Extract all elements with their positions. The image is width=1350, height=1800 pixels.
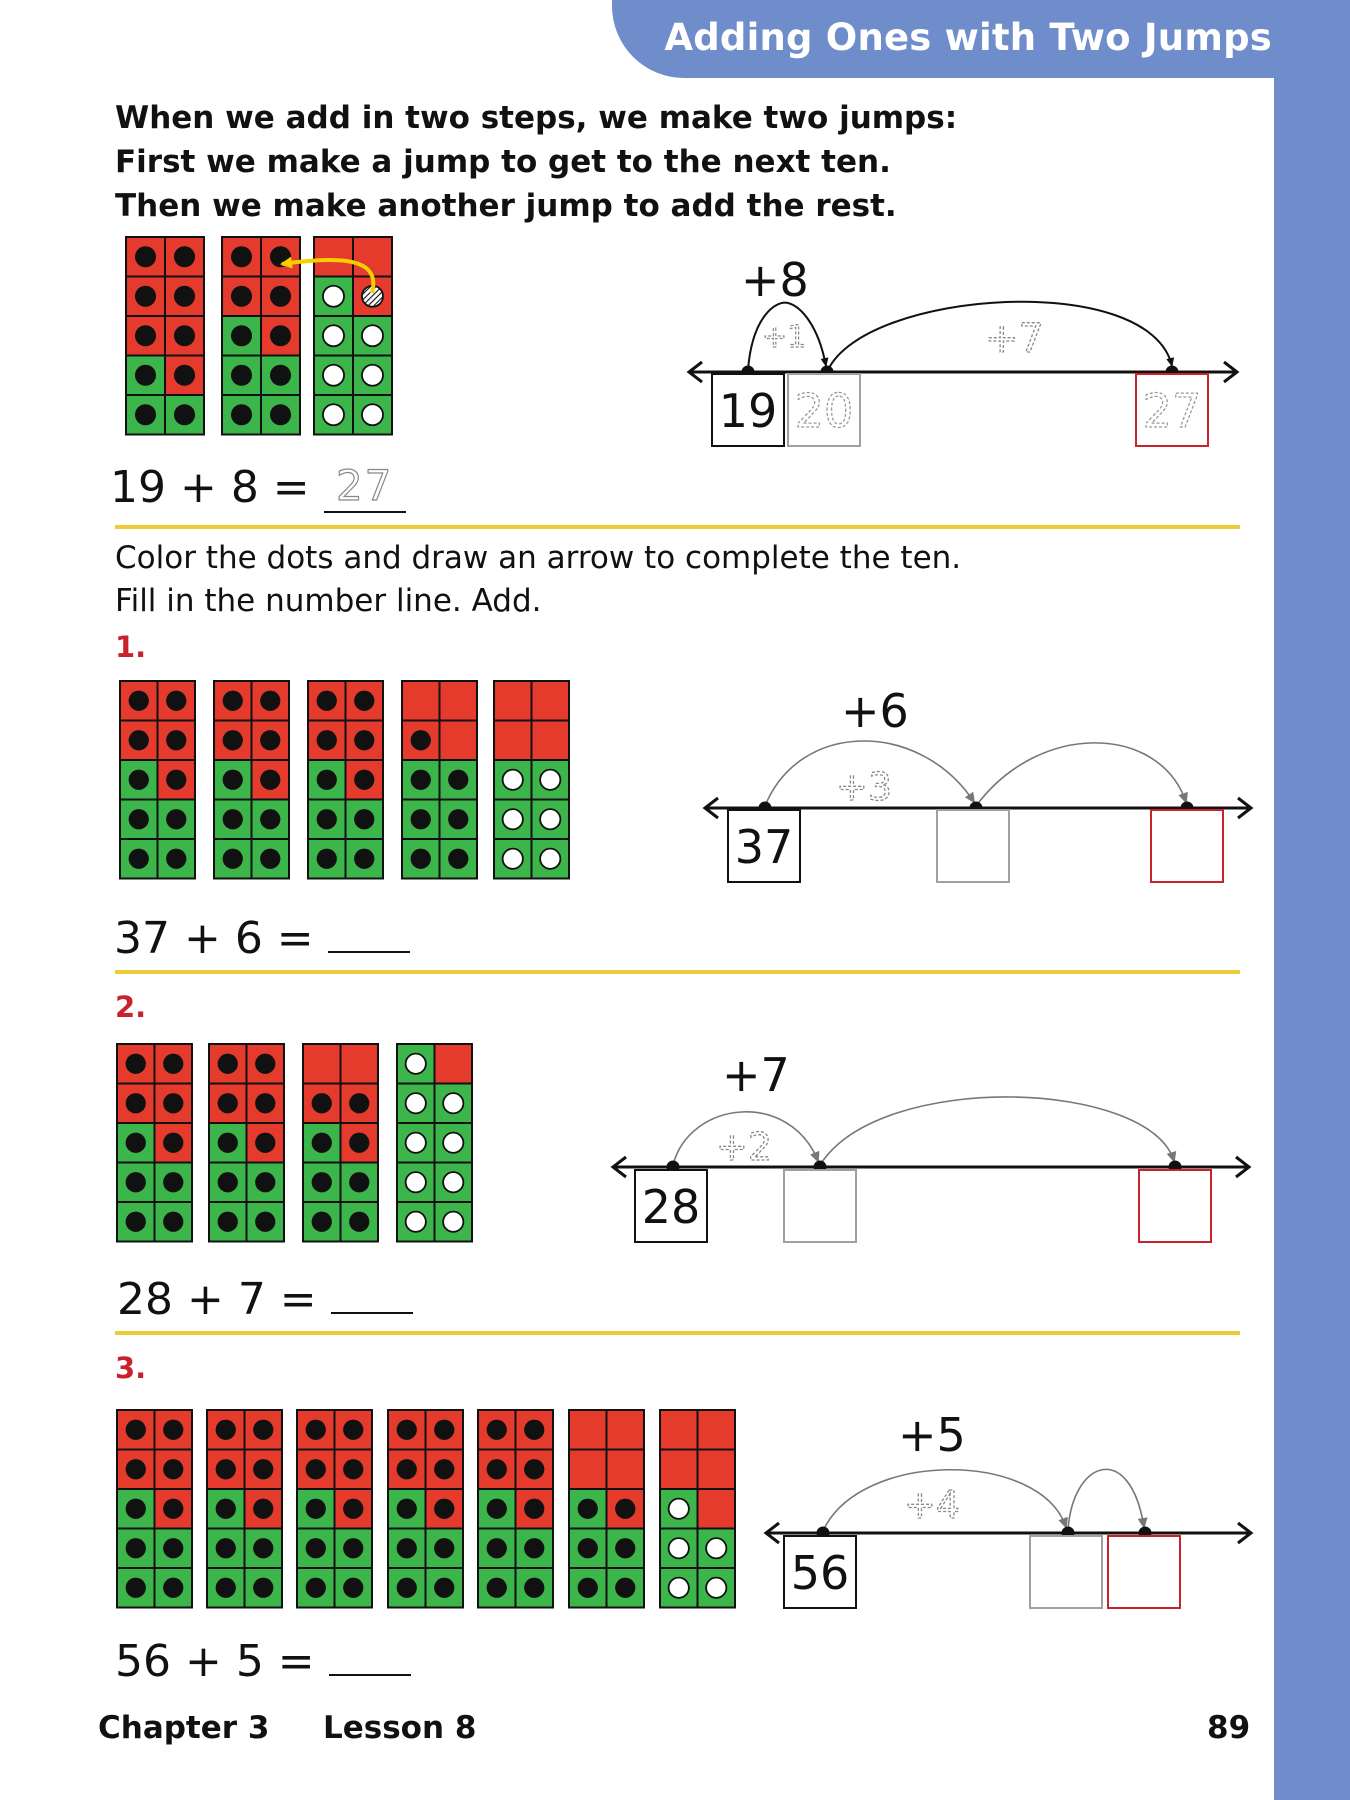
ten-frame — [494, 681, 569, 879]
counter-dot — [255, 1133, 275, 1153]
counter-dot — [255, 1212, 275, 1232]
counter-dot — [129, 849, 149, 869]
empty-counter-dot[interactable] — [503, 809, 523, 829]
empty-counter-dot[interactable] — [443, 1093, 463, 1113]
counter-dot — [223, 770, 243, 790]
counter-dot — [218, 1172, 238, 1192]
ten-frame — [660, 1410, 735, 1608]
counter-dot — [306, 1499, 326, 1519]
page-title: Adding Ones with Two Jumps — [664, 16, 1272, 59]
jump-total-label: +5 — [898, 1408, 966, 1462]
ten-frame — [297, 1410, 372, 1608]
counter-dot — [312, 1133, 332, 1153]
counter-dot — [260, 730, 280, 750]
counter-dot — [223, 809, 243, 829]
equation-text: 19 + 8 = — [110, 462, 310, 513]
counter-dot — [126, 1459, 146, 1479]
counter-dot — [163, 1093, 183, 1113]
counter-dot — [174, 286, 195, 307]
counter-dot — [524, 1420, 544, 1440]
counter-dot — [231, 365, 252, 386]
ten-frame — [402, 681, 477, 879]
counter-dot — [487, 1420, 507, 1440]
counter-dot — [270, 325, 291, 346]
end-answer-box[interactable] — [1108, 1536, 1180, 1608]
counter-dot — [270, 365, 291, 386]
frame-cell — [303, 1044, 341, 1084]
empty-counter-dot[interactable] — [503, 849, 523, 869]
jump-label: +3 — [836, 765, 893, 809]
end-number: 27 — [1142, 384, 1202, 438]
counter-dot — [434, 1459, 454, 1479]
start-number: 19 — [718, 384, 778, 438]
counter-dot — [434, 1499, 454, 1519]
counter-dot — [524, 1538, 544, 1558]
equation-text: 56 + 5 = — [115, 1636, 315, 1687]
frame-cell — [698, 1489, 736, 1529]
counter-dot — [126, 1093, 146, 1113]
intro-line: First we make a jump to get to the next ten. — [115, 144, 891, 180]
footer-lesson: Lesson 8 — [323, 1710, 477, 1746]
counter-dot — [578, 1578, 598, 1598]
counter-dot — [411, 730, 431, 750]
middle-number: 20 — [794, 384, 854, 438]
counter-dot — [434, 1538, 454, 1558]
counter-dot — [312, 1212, 332, 1232]
frame-cell — [569, 1410, 607, 1450]
counter-dot — [255, 1093, 275, 1113]
counter-dot — [306, 1420, 326, 1440]
counter-dot — [448, 770, 468, 790]
ten-frame — [120, 681, 195, 879]
counter-dot — [487, 1459, 507, 1479]
traced-answer: 27 — [335, 461, 394, 510]
problem-2-number-line — [613, 1048, 1249, 1242]
counter-dot — [135, 404, 156, 425]
counter-dot — [166, 809, 186, 829]
frame-cell — [402, 681, 440, 721]
counter-dot — [163, 1459, 183, 1479]
example-number-line — [689, 253, 1237, 446]
counter-dot — [126, 1172, 146, 1192]
counter-dot — [317, 770, 337, 790]
counter-dot — [255, 1172, 275, 1192]
counter-dot — [223, 730, 243, 750]
counter-dot — [163, 1420, 183, 1440]
counter-dot — [270, 286, 291, 307]
empty-counter-dot[interactable] — [406, 1093, 426, 1113]
counter-dot — [126, 1133, 146, 1153]
counter-dot — [231, 246, 252, 267]
counter-dot — [218, 1212, 238, 1232]
jump-label: +4 — [904, 1483, 961, 1527]
counter-dot — [524, 1578, 544, 1598]
empty-counter-dot[interactable] — [406, 1133, 426, 1153]
start-number: 28 — [641, 1180, 701, 1234]
equation-text: 37 + 6 = — [114, 913, 314, 964]
empty-counter-dot[interactable] — [443, 1133, 463, 1153]
problem-number: 2. — [115, 990, 147, 1024]
jump-arc — [1068, 1469, 1144, 1531]
counter-dot — [354, 809, 374, 829]
footer-page-number: 89 — [1207, 1710, 1251, 1746]
counter-dot — [434, 1578, 454, 1598]
counter-dot — [163, 1172, 183, 1192]
empty-counter-dot[interactable] — [362, 404, 383, 425]
counter-dot — [397, 1499, 417, 1519]
empty-counter-dot[interactable] — [540, 849, 560, 869]
counter-dot — [216, 1459, 236, 1479]
counter-dot — [343, 1538, 363, 1558]
counter-dot — [349, 1133, 369, 1153]
counter-dot — [126, 1538, 146, 1558]
jump-label: +7 — [985, 316, 1044, 362]
counter-dot — [354, 770, 374, 790]
instruction-line: Fill in the number line. Add. — [115, 583, 542, 619]
ten-frame — [308, 681, 383, 879]
empty-counter-dot[interactable] — [406, 1172, 426, 1192]
empty-counter-dot[interactable] — [406, 1212, 426, 1232]
problem-1-number-line — [705, 684, 1251, 882]
jump-arc — [976, 743, 1186, 806]
counter-dot — [255, 1054, 275, 1074]
empty-counter-dot[interactable] — [443, 1212, 463, 1232]
ten-frame — [117, 1044, 192, 1242]
counter-dot — [397, 1420, 417, 1440]
counter-dot — [163, 1133, 183, 1153]
frame-cell — [660, 1410, 698, 1450]
counter-dot — [524, 1499, 544, 1519]
equation-text: 28 + 7 = — [117, 1274, 317, 1325]
start-number: 37 — [734, 820, 794, 874]
empty-counter-dot[interactable] — [323, 365, 344, 386]
counter-dot — [129, 809, 149, 829]
footer-chapter: Chapter 3 — [98, 1710, 270, 1746]
counter-dot — [163, 1578, 183, 1598]
problem-number: 3. — [115, 1351, 147, 1385]
empty-counter-dot[interactable] — [323, 286, 344, 307]
counter-dot — [253, 1499, 273, 1519]
counter-dot — [306, 1578, 326, 1598]
counter-dot — [216, 1538, 236, 1558]
counter-dot — [231, 325, 252, 346]
counter-dot — [524, 1459, 544, 1479]
counter-dot — [129, 770, 149, 790]
empty-counter-dot[interactable] — [443, 1172, 463, 1192]
counter-dot — [411, 770, 431, 790]
frame-cell — [607, 1410, 645, 1450]
counter-dot — [166, 691, 186, 711]
counter-dot — [223, 849, 243, 869]
jump-total-label: +7 — [722, 1048, 790, 1102]
intro-line: When we add in two steps, we make two jumps: — [115, 100, 958, 136]
counter-dot — [253, 1538, 273, 1558]
ten-frame — [388, 1410, 463, 1608]
counter-dot — [343, 1578, 363, 1598]
counter-dot — [216, 1499, 236, 1519]
counter-dot — [487, 1538, 507, 1558]
counter-dot — [349, 1212, 369, 1232]
frame-cell — [569, 1450, 607, 1490]
ten-frame — [126, 237, 204, 435]
counter-dot — [312, 1172, 332, 1192]
counter-dot — [354, 849, 374, 869]
counter-dot — [135, 286, 156, 307]
frame-cell — [440, 721, 478, 761]
ten-frame — [222, 237, 300, 435]
middle-answer-box[interactable] — [784, 1170, 856, 1242]
counter-dot — [163, 1538, 183, 1558]
jump-label: +1 — [762, 320, 807, 355]
counter-dot — [231, 286, 252, 307]
frame-cell — [440, 681, 478, 721]
counter-dot — [135, 325, 156, 346]
ten-frame — [117, 1410, 192, 1608]
frame-cell — [660, 1450, 698, 1490]
instruction-line: Color the dots and draw an arrow to complete the ten. — [115, 540, 962, 576]
counter-dot — [126, 1054, 146, 1074]
ten-frame — [214, 681, 289, 879]
jump-arc — [820, 1097, 1174, 1165]
counter-dot — [434, 1420, 454, 1440]
counter-dot — [312, 1093, 332, 1113]
counter-dot — [615, 1499, 635, 1519]
ten-frame — [478, 1410, 553, 1608]
counter-dot — [216, 1578, 236, 1598]
counter-dot — [411, 849, 431, 869]
empty-counter-dot[interactable] — [323, 325, 344, 346]
jump-total-label: +8 — [741, 253, 809, 307]
empty-counter-dot[interactable] — [503, 770, 523, 790]
counter-dot — [411, 809, 431, 829]
frame-cell — [607, 1450, 645, 1490]
counter-dot — [253, 1420, 273, 1440]
jump-label: +2 — [716, 1125, 773, 1169]
counter-dot — [270, 404, 291, 425]
counter-dot — [349, 1093, 369, 1113]
counter-dot — [578, 1499, 598, 1519]
counter-dot — [260, 770, 280, 790]
intro-line: Then we make another jump to add the rest. — [115, 188, 897, 224]
counter-dot — [487, 1499, 507, 1519]
frame-cell — [435, 1044, 473, 1084]
counter-dot — [163, 1499, 183, 1519]
empty-counter-dot[interactable] — [540, 809, 560, 829]
frame-cell — [698, 1410, 736, 1450]
frame-cell — [532, 681, 570, 721]
counter-dot — [126, 1420, 146, 1440]
counter-dot — [216, 1420, 236, 1440]
counter-dot — [354, 730, 374, 750]
problem-3-number-line — [766, 1408, 1251, 1608]
counter-dot — [166, 849, 186, 869]
counter-dot — [135, 246, 156, 267]
counter-dot — [126, 1499, 146, 1519]
empty-counter-dot[interactable] — [669, 1499, 689, 1519]
counter-dot — [317, 691, 337, 711]
counter-dot — [317, 849, 337, 869]
counter-dot — [126, 1212, 146, 1232]
end-answer-box[interactable] — [1139, 1170, 1211, 1242]
counter-dot — [253, 1459, 273, 1479]
counter-dot — [163, 1212, 183, 1232]
counter-dot — [487, 1578, 507, 1598]
counter-dot — [166, 770, 186, 790]
counter-dot — [218, 1133, 238, 1153]
counter-dot — [135, 365, 156, 386]
counter-dot — [349, 1172, 369, 1192]
start-number: 56 — [790, 1546, 850, 1600]
empty-counter-dot[interactable] — [362, 325, 383, 346]
frame-cell — [532, 721, 570, 761]
counter-dot — [253, 1578, 273, 1598]
empty-counter-dot[interactable] — [706, 1578, 726, 1598]
counter-dot — [223, 691, 243, 711]
counter-dot — [218, 1093, 238, 1113]
counter-dot — [174, 365, 195, 386]
counter-dot — [218, 1054, 238, 1074]
problem-number: 1. — [115, 630, 147, 664]
frame-cell — [494, 721, 532, 761]
counter-dot — [129, 730, 149, 750]
empty-counter-dot[interactable] — [669, 1578, 689, 1598]
counter-dot — [397, 1459, 417, 1479]
frame-cell — [341, 1044, 379, 1084]
counter-dot — [615, 1578, 635, 1598]
counter-dot — [174, 246, 195, 267]
end-answer-box[interactable] — [1151, 810, 1223, 882]
frame-cell — [314, 237, 353, 277]
ten-frame — [314, 237, 392, 435]
middle-answer-box[interactable] — [937, 810, 1009, 882]
counter-dot — [448, 809, 468, 829]
counter-dot — [578, 1538, 598, 1558]
ten-frame — [209, 1044, 284, 1242]
middle-answer-box[interactable] — [1030, 1536, 1102, 1608]
counter-dot — [397, 1538, 417, 1558]
counter-dot — [163, 1054, 183, 1074]
frame-cell — [494, 681, 532, 721]
counter-dot — [166, 730, 186, 750]
ten-frame — [303, 1044, 378, 1242]
empty-counter-dot[interactable] — [540, 770, 560, 790]
empty-counter-dot[interactable] — [323, 404, 344, 425]
counter-dot — [306, 1538, 326, 1558]
empty-counter-dot[interactable] — [706, 1538, 726, 1558]
counter-dot — [448, 849, 468, 869]
counter-dot — [306, 1459, 326, 1479]
counter-dot — [317, 809, 337, 829]
frame-cell — [353, 237, 392, 277]
ten-frame — [569, 1410, 644, 1608]
counter-dot — [354, 691, 374, 711]
counter-dot — [260, 849, 280, 869]
counter-dot — [615, 1538, 635, 1558]
counter-dot — [174, 325, 195, 346]
counter-dot — [231, 404, 252, 425]
counter-dot — [129, 691, 149, 711]
counter-dot — [260, 691, 280, 711]
counter-dot — [260, 809, 280, 829]
counter-dot — [343, 1499, 363, 1519]
ten-frame — [207, 1410, 282, 1608]
counter-dot — [126, 1578, 146, 1598]
empty-counter-dot[interactable] — [406, 1054, 426, 1074]
counter-dot — [343, 1459, 363, 1479]
frame-cell — [698, 1450, 736, 1490]
empty-counter-dot[interactable] — [362, 365, 383, 386]
counter-dot — [343, 1420, 363, 1440]
counter-dot — [397, 1578, 417, 1598]
counter-dot — [317, 730, 337, 750]
jump-total-label: +6 — [841, 684, 909, 738]
counter-dot — [174, 404, 195, 425]
ten-frame — [397, 1044, 472, 1242]
empty-counter-dot[interactable] — [669, 1538, 689, 1558]
